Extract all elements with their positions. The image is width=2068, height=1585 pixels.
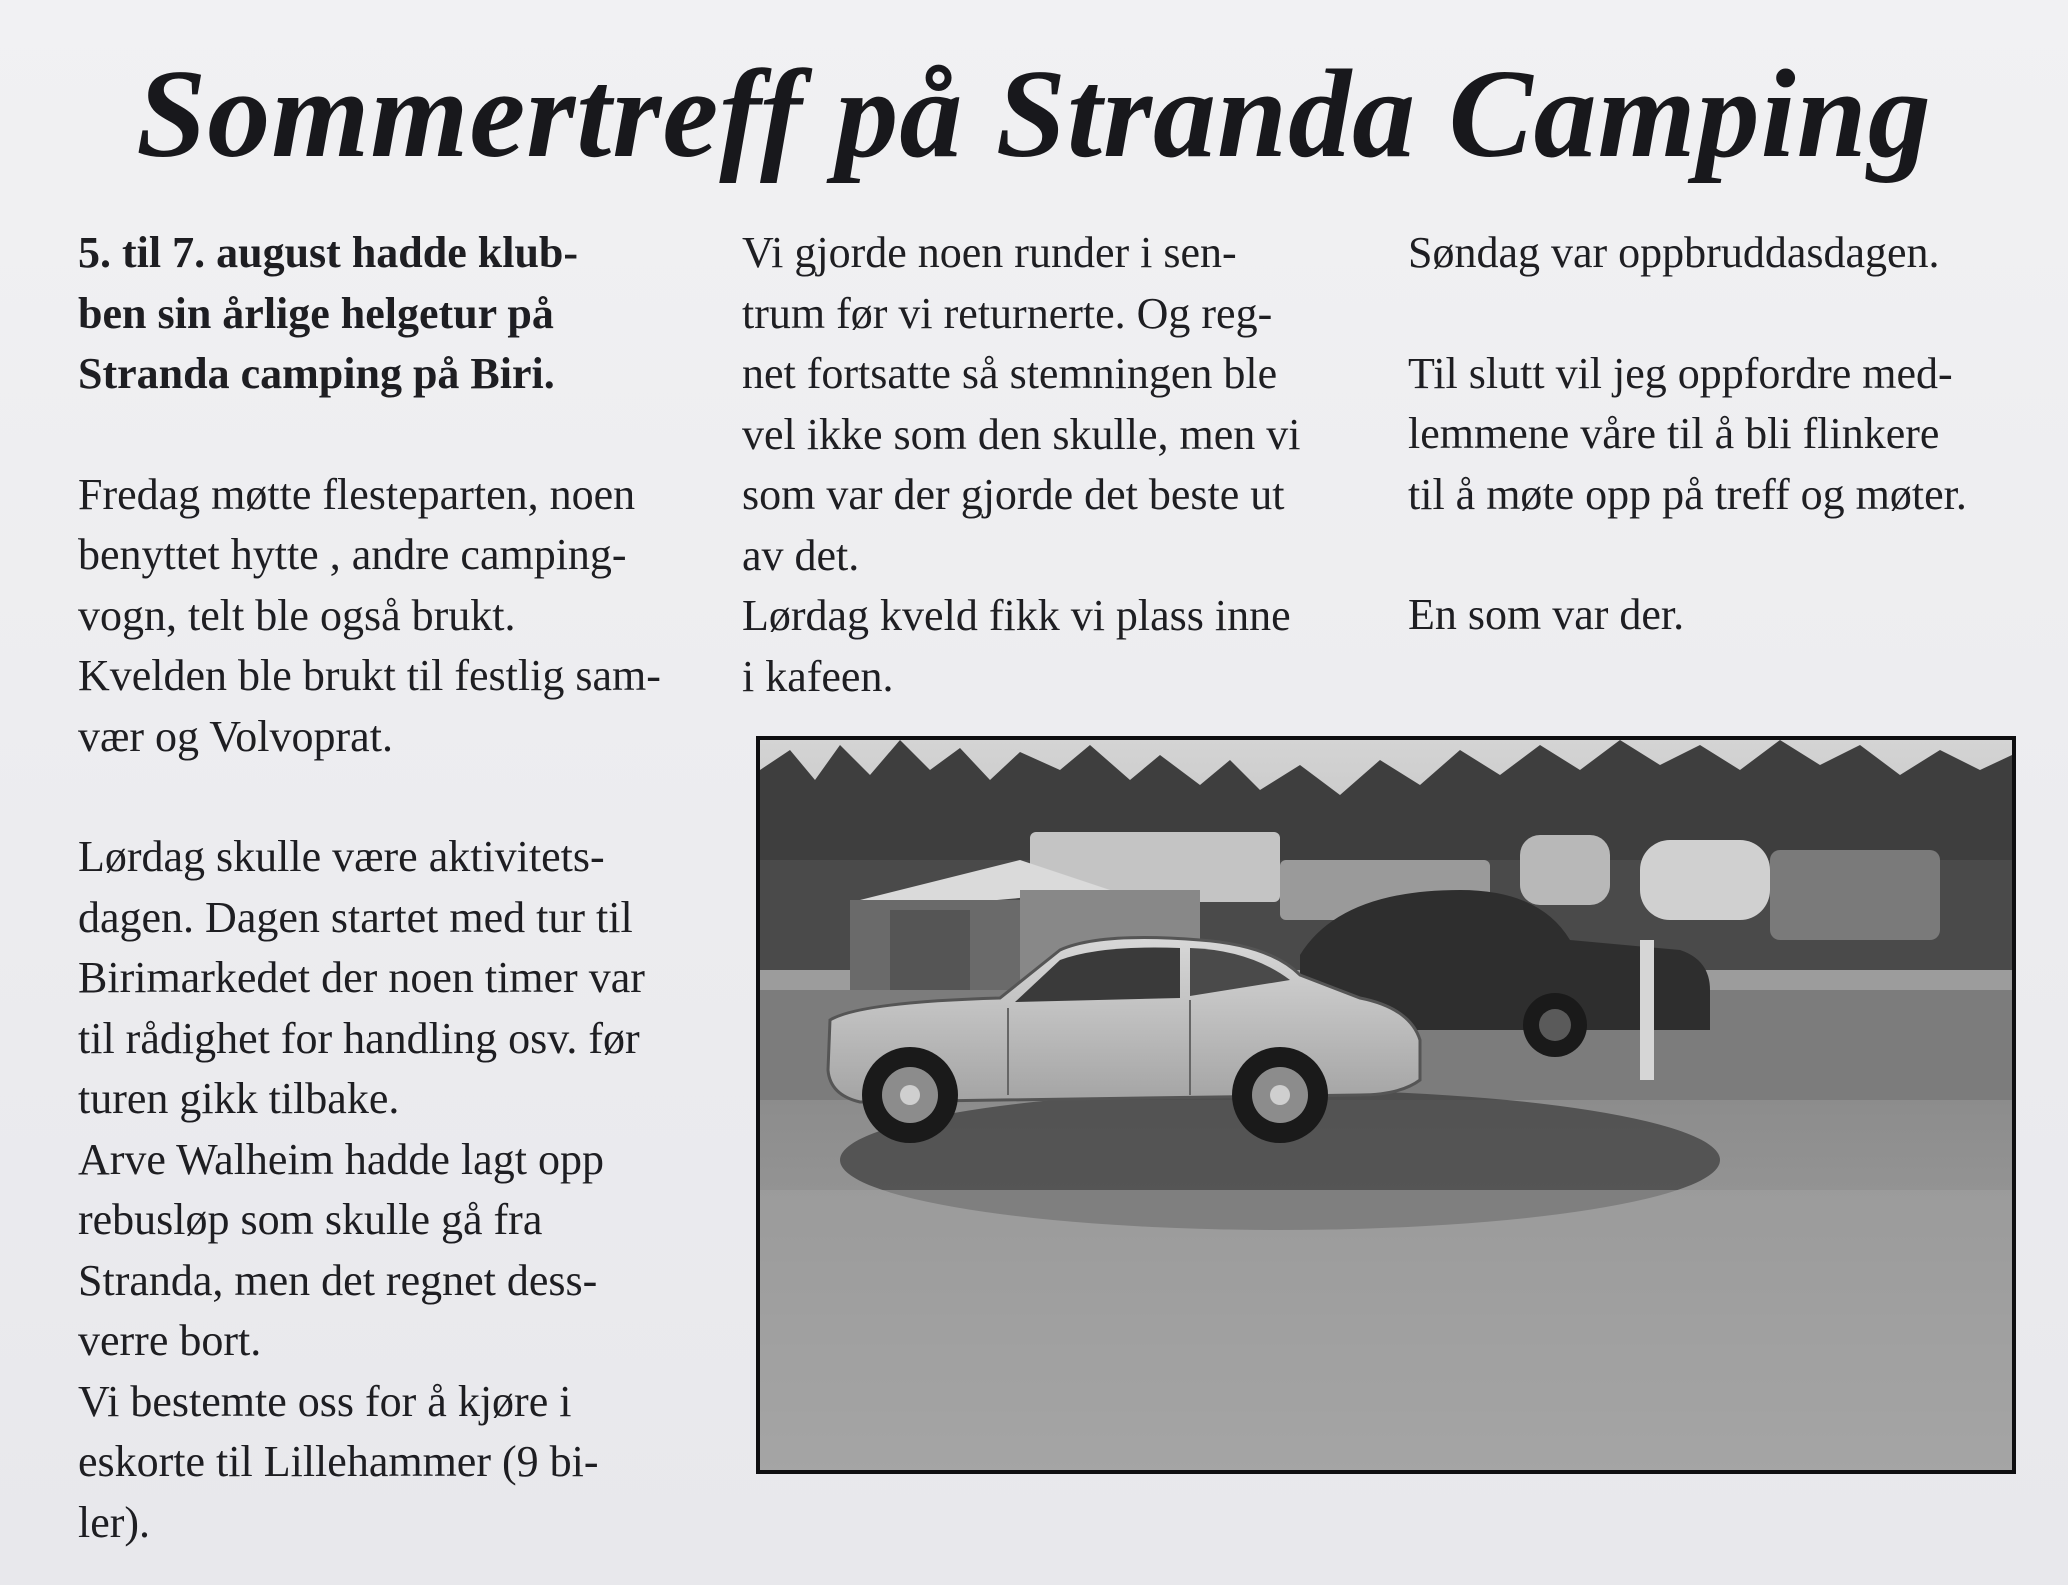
article-column-2 [742,223,1354,707]
paragraph-escort: Vi bestemte oss for å kjøre i eskorte til Lillehammer (9 bi- ler). [78,1376,599,1547]
paragraph-rebus: Arve Walheim hadde lagt opp rebusløp som skulle gå fra Stranda, men det regnet dess- verre bort. [78,1134,604,1365]
paragraph-gap [1408,525,2024,585]
article-column-1 [78,223,690,1553]
paragraph-gap [1408,284,2024,344]
paragraph-saturday: Lørdag skulle være aktivitets- dagen. Dagen startet med tur til Birimarkedet der noen timer var til rådighet for handling osv. før turen gikk tilbake. [78,832,645,1123]
paragraph-saturday-evening: Lørdag kveld fikk vi plass inne i kafeen. [742,591,1291,701]
article-photo [756,736,2016,1474]
paragraph-sunday: Søndag var oppbruddasdagen. [1408,228,1940,277]
article-column-3 [1408,223,2024,646]
paragraph-city-tour: Vi gjorde noen runder i sen- trum før vi returnerte. Og reg- net fortsatte så stemningen ble vel ikke som den skulle, men vi som var der gjorde det beste ut av det. [742,228,1301,580]
car-photo-icon [760,740,2012,1470]
lead-paragraph: 5. til 7. august hadde klub- ben sin årlige helgetur på Stranda camping på Biri. [78,228,579,398]
article-title: Sommertreff på Stranda Camping [136,45,1932,184]
paragraph-gap [78,767,690,827]
signature-line: En som var der. [1408,590,1685,639]
paragraph-friday: Fredag møtte flesteparten, noen benyttet hytte , andre camping- vogn, telt ble også brukt. Kvelden ble brukt til festlig sam- vær og Volvoprat. [78,469,661,761]
paragraph-gap [78,405,690,465]
paragraph-encouragement: Til slutt vil jeg oppfordre med- lemmene våre til å bli flinkere til å møte opp på treff og møter. [1408,348,1967,519]
